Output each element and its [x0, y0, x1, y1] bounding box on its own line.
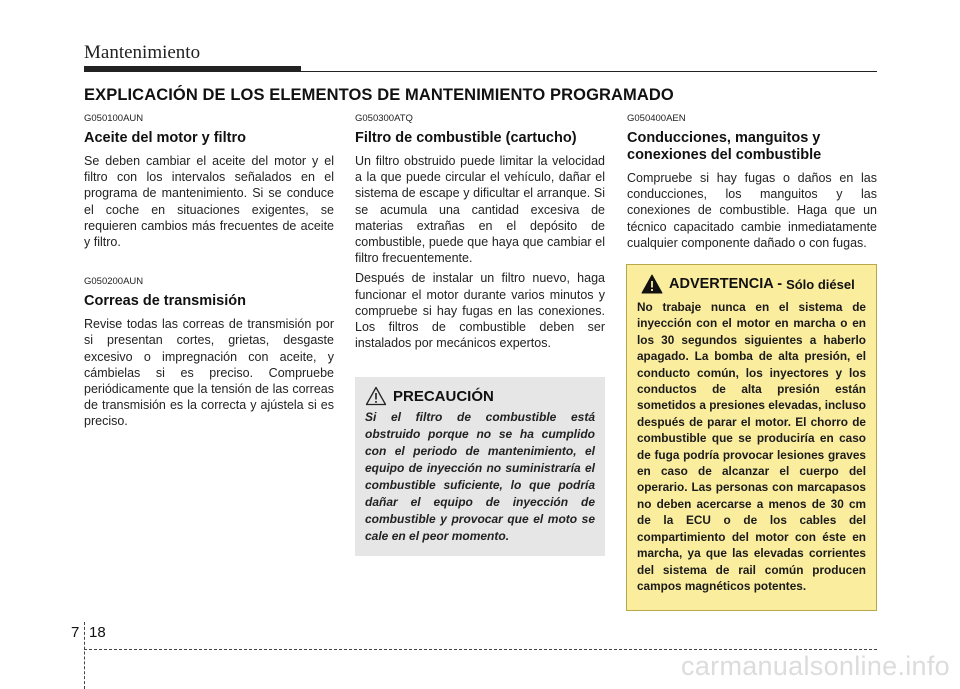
column-left [84, 113, 334, 430]
header-title: Mantenimiento [84, 42, 201, 63]
warning-title: ADVERTENCIA - [669, 276, 783, 292]
section-body: Revise todas las correas de transmisión por si presentan cortes, grietas, desgaste excesivo o impregnación con aceite, y cámbielas si es preciso. Compruebe periódicamente que la tensión de las correas de transmisión es la correcta y ajústela si es preciso. [84, 317, 334, 429]
column-middle [355, 113, 605, 351]
section-body: Después de instalar un filtro nuevo, haga funcionar el motor durante varios minutos y compruebe si hay fugas en las conexiones. Los filtros de combustible deben ser instalados por mecánicos expertos. [355, 271, 605, 351]
warning-triangle-icon [641, 274, 663, 294]
section-body: Compruebe si hay fugas o daños en las conducciones, los manguitos y las conexiones de combustible. Haga que un técnico capacitado cambie inmediatamente cualquier componente dañado o con fugas. [627, 171, 877, 250]
warning-text: No trabaje nunca en el sistema de inyección con el motor en marcha o en los 30 segundos siguientes a haberlo apagado. La bomba de alta presión, el conducto común, los inyectores y los conductos de alta presión están sometidos a presiones elevadas, incluso después de parar el motor. El chorro de combustible que se produciría en caso de fuga podría provocar lesiones graves en caso de alcanzar el cuerpo del operario. Las personas con marcapasos no deben acercarse a menos de 30 cm de la ECU o de los cables del compartimiento del motor con éste en marcha, ya que las elevadas corrientes del sistema de rail común producen campos magnéticos potentes. [637, 300, 866, 593]
warning-box [626, 264, 877, 611]
section-heading: Filtro de combustible (cartucho) [355, 130, 577, 146]
section-code: G050400AEN [627, 113, 686, 124]
caution-header [365, 386, 595, 406]
column-right [627, 113, 877, 251]
footer-divider [84, 622, 85, 689]
section-code: G050200AUN [84, 276, 144, 288]
warning-header [637, 274, 866, 294]
page-chapter: 7 [71, 624, 80, 641]
section-code: G050100AUN [84, 113, 144, 124]
section-heading: Aceite del motor y filtro [84, 130, 246, 146]
section-heading: Conducciones, manguitos y conexiones del combustible [627, 130, 822, 163]
caution-text: Si el filtro de combustible está obstruido porque no se ha cumplido con el periodo de mantenimiento, el equipo de inyección no suministraría el combustible suficiente, lo que podría dañar el equipo de inyección de combustible y provocar que el moto se cale en el peor momento. [365, 410, 595, 543]
section-title: EXPLICACIÓN DE LOS ELEMENTOS DE MANTENIMIENTO PROGRAMADO [84, 86, 674, 104]
header-rule-thin [301, 71, 877, 72]
section-code: G050300ATQ [355, 113, 413, 124]
page-number: 18 [89, 624, 106, 641]
warning-subtitle: Sólo diésel [786, 276, 855, 292]
caution-title: PRECAUCIÓN [393, 387, 494, 405]
header-rule-thick [84, 66, 301, 72]
caution-box [355, 377, 605, 556]
footer-rule [84, 649, 877, 650]
warning-triangle-icon [365, 386, 387, 406]
section-body: Un filtro obstruido puede limitar la velocidad a la que puede circular el vehículo, dañar el sistema de escape y dificultar el arranque. Si se acumula una cantidad excesiva de materias extrañas en el depósito de combustible, puede que haya que cambiar el filtro frecuentemente. [355, 154, 605, 266]
spacer [84, 250, 334, 276]
section-body: Se deben cambiar el aceite del motor y el filtro con los intervalos señalados en el programa de mantenimiento. Si se conduce el coche en situaciones exigentes, se requieren cambios más frecuentes de aceite y filtro. [84, 154, 334, 250]
section-heading: Correas de transmisión [84, 293, 246, 310]
watermark: carmanualsonline.info [681, 651, 950, 681]
